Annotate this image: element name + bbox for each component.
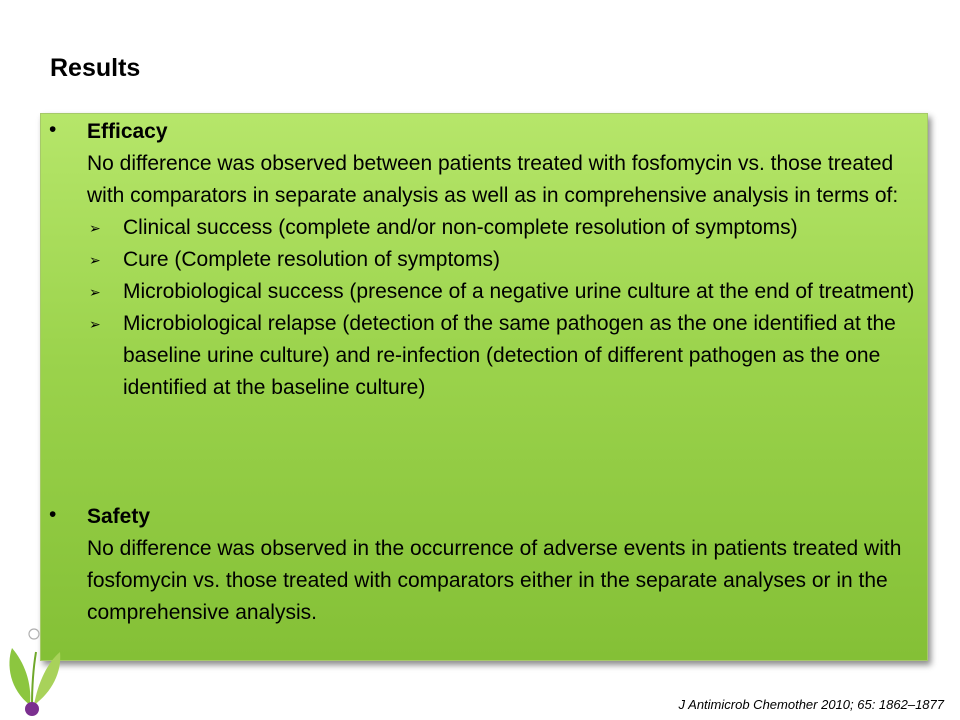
- arrow-bullet-icon: ➢: [89, 316, 101, 332]
- left-leaf: [9, 648, 30, 705]
- bullet-marker: •: [49, 118, 57, 141]
- safety-section: [41, 501, 927, 629]
- list-item: [41, 212, 927, 244]
- safety-paragraph: No difference was observed in the occurrence of adverse events in patients treated with fosfomycin vs. those treated with comparators either in the separate analyses or in the comprehensive analysis.: [87, 537, 902, 624]
- list-item-text: Microbiological success (presence of a negative urine culture at the end of treatment): [123, 280, 915, 303]
- bullet-marker: •: [49, 503, 57, 526]
- list-item-text: Microbiological relapse (detection of the same pathogen as the one identified at the baseline urine culture) and re-infection (detection of different pathogen as the one identified at the baseline culture): [123, 312, 896, 399]
- page-title: Results: [50, 54, 141, 82]
- leaf-logo-icon: [0, 600, 70, 720]
- efficacy-section: [41, 116, 927, 404]
- results-content-box: [40, 113, 928, 661]
- ring-circle: [29, 629, 39, 639]
- arrow-bullet-icon: ➢: [89, 220, 101, 236]
- safety-heading: Safety: [87, 505, 151, 528]
- efficacy-paragraph: No difference was observed between patients treated with fosfomycin vs. those treated with comparators in separate analysis as well as in comprehensive analysis in terms of:: [87, 152, 899, 207]
- leaf-stem: [32, 652, 36, 706]
- efficacy-heading: Efficacy: [87, 120, 168, 143]
- right-leaf: [34, 652, 60, 705]
- list-item-text: Cure (Complete resolution of symptoms): [123, 248, 500, 271]
- list-item: [41, 276, 927, 308]
- efficacy-outcomes-list: [41, 212, 927, 404]
- list-item: [41, 244, 927, 276]
- arrow-bullet-icon: ➢: [89, 284, 101, 300]
- list-item-text: Clinical success (complete and/or non-complete resolution of symptoms): [123, 216, 798, 239]
- purple-berry: [25, 702, 39, 716]
- citation-reference: J Antimicrob Chemother 2010; 65: 1862–1877: [678, 697, 944, 712]
- arrow-bullet-icon: ➢: [89, 252, 101, 268]
- list-item: [41, 308, 927, 404]
